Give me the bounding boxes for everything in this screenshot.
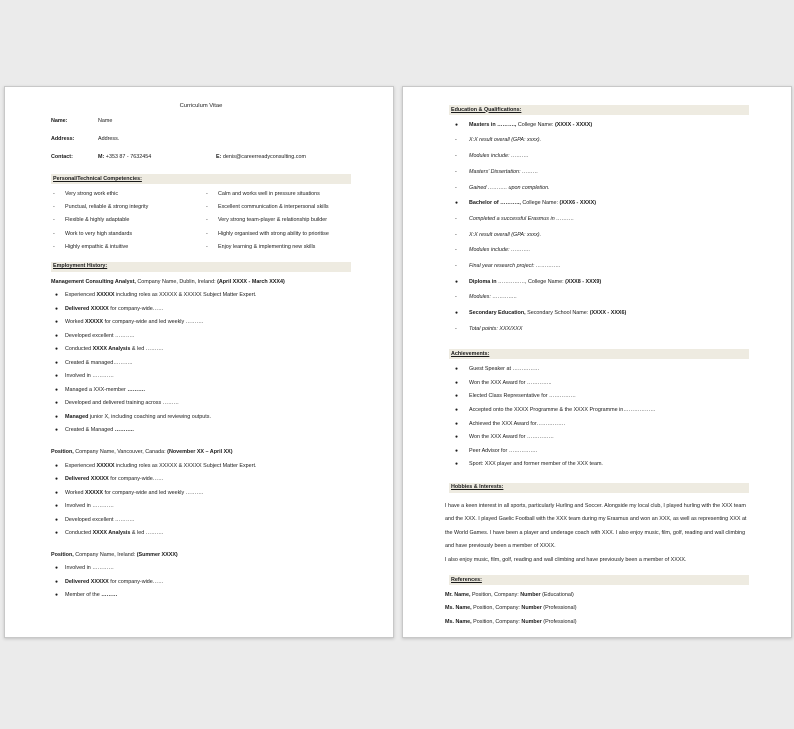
cv-page-2 [402, 86, 792, 638]
competency-text: Very strong team-player & relationship builder [218, 217, 328, 224]
bullet-icon: ● [455, 461, 459, 468]
text-run: Position, Company: [471, 618, 522, 625]
job1-role: Management Consulting Analyst, [51, 278, 136, 285]
achievement-item [449, 461, 749, 475]
text-run: Number [520, 591, 541, 598]
list-item [51, 530, 351, 544]
competency-item [51, 217, 198, 230]
education-entry [449, 279, 749, 295]
education-entry [449, 200, 749, 216]
list-item [51, 387, 351, 401]
education-detail-text: Gained ……….. upon completion. [469, 184, 550, 191]
bullet-icon: ● [455, 447, 459, 454]
text-run: Position, Company: [470, 591, 521, 598]
cv-page-1 [4, 86, 394, 638]
text-run: Ms. Name, [445, 618, 472, 625]
list-item [51, 360, 351, 374]
list-item [51, 400, 351, 414]
bullet-icon: ● [55, 489, 59, 496]
text-run: ……… [101, 592, 118, 599]
reference-row [445, 605, 749, 619]
phone [98, 154, 216, 161]
job2-company: Company Name, Vancouver, Canada: [73, 448, 168, 455]
list-item [51, 427, 351, 441]
achievement-text: Guest Speaker at …………… [469, 366, 540, 373]
education-detail-text: X:X result overall (GPA: xxxx). [469, 231, 542, 238]
text-run: for company-wide and led weekly ………. [102, 489, 204, 496]
text-run: (Professional) [541, 605, 577, 612]
list-item [51, 517, 351, 531]
competency-text: Flexible & highly adaptable [65, 217, 130, 224]
text-run: including roles as XXXXX & XXXXX Subject Matter Expert. [114, 462, 257, 469]
competency-text: Calm and works well in pressure situations [218, 190, 320, 197]
achievement-text: Accepted onto the XXXX Programme & the XXXX Programme in……………… [469, 406, 656, 413]
education-detail [449, 263, 749, 279]
dash-icon: - [455, 168, 457, 175]
list-item [51, 319, 351, 333]
bullet-icon: ● [55, 476, 59, 483]
education-detail-text: Completed a successful Erasmus in ………. [469, 215, 574, 222]
text-run: Ms. Name, [445, 605, 472, 612]
competency-item [51, 191, 198, 204]
hobbies-paragraph-2: I also enjoy music, film, golf, reading and wall climbing and have previously been a member of XXXX. [445, 556, 687, 563]
email-value: denis@careerreadyconsulting.com [222, 154, 306, 161]
employment-heading: Employment History: [51, 262, 351, 272]
bullet-icon: ● [455, 393, 459, 400]
list-item [51, 333, 351, 347]
text-run: Number [521, 605, 542, 612]
list-item [51, 292, 351, 306]
education-detail-text: X:X result overall (GPA: xxxx). [469, 137, 542, 144]
bullet-icon: ● [55, 359, 59, 366]
address-row [51, 136, 351, 154]
phone-value: +353 87 - 7632454 [105, 154, 152, 161]
achievement-item [449, 421, 749, 435]
dash-icon: - [53, 243, 55, 250]
cv-title: Curriculum Vitae [179, 103, 223, 109]
bullet-icon: ● [55, 292, 59, 299]
education-detail [449, 153, 749, 169]
text-run: ………. [127, 386, 145, 393]
competency-text: Highly organised with strong ability to prioritise [218, 230, 329, 237]
reference-row [445, 619, 749, 633]
bullet-icon: ● [455, 420, 459, 427]
achievement-item [449, 393, 749, 407]
job2-dates: (November XX – April XX) [167, 448, 233, 455]
hobbies-paragraph-1: I have a keen interest in all sports, particularly Hurling and Soccer. Alongside my local club, I played hurling with the XXX team and the XXX. I played Gaelic Football with the XXX team during my Erasmus and won an XXX, as well as representing XXX at the World Games. I have been a player and underage coach with XXX. I also enjoy music, film, golf, reading and wall climbing and have previously been a member of XXXX. [445, 502, 747, 550]
bullet-icon: ● [55, 400, 59, 407]
job3-role: Position, [51, 551, 74, 558]
text-run: & led ………. [130, 530, 164, 537]
education-detail [449, 247, 749, 263]
education-detail [449, 169, 749, 185]
job1-title [51, 279, 351, 286]
dash-icon: - [206, 190, 208, 197]
reference-row [445, 592, 749, 606]
name-label: Name: [51, 118, 68, 125]
competency-item [204, 231, 351, 244]
text-run: ……………, College Name: [496, 278, 566, 285]
text-run: (XXXX - XXXX) [555, 121, 593, 128]
education-detail [449, 216, 749, 232]
achievements-list [449, 366, 749, 475]
text-run: for company-wide…… [108, 578, 164, 585]
bullet-icon: ● [455, 121, 459, 128]
list-item [51, 373, 351, 387]
text-run: Mr. Name, [445, 591, 471, 598]
text-run: Created & Managed [65, 427, 115, 434]
text-run: for company-wide…… [108, 476, 164, 483]
bullet-icon: ● [455, 200, 459, 207]
bullet-icon: ● [55, 578, 59, 585]
text-run: Created & managed……….. [65, 359, 133, 366]
bullet-icon: ● [55, 386, 59, 393]
dash-icon: - [206, 230, 208, 237]
bullet-icon: ● [55, 427, 59, 434]
job3-dates: (Summer XXXX) [136, 551, 178, 558]
education-list [449, 122, 749, 342]
achievement-item [449, 380, 749, 394]
list-item [51, 592, 351, 606]
job3-company: Company Name, Ireland: [73, 551, 137, 558]
list-item [51, 490, 351, 504]
competency-text: Highly empathic & intuitive [65, 243, 129, 250]
name-row [51, 118, 351, 136]
bullet-icon: ● [55, 530, 59, 537]
list-item [51, 414, 351, 428]
dash-icon: - [455, 137, 457, 144]
text-run: Diploma in [469, 278, 497, 285]
competencies-grid [51, 191, 351, 257]
text-run: Worked [65, 489, 85, 496]
competency-text: Punctual, reliable & strong integrity [65, 204, 149, 211]
competency-item [51, 244, 198, 257]
dash-icon: - [53, 204, 55, 211]
education-detail [449, 326, 749, 342]
bullet-icon: ● [55, 462, 59, 469]
dash-icon: - [53, 190, 55, 197]
text-run: ……….. [114, 427, 134, 434]
text-run: for company-wide and led weekly ………. [102, 319, 204, 326]
text-run: Secondary School Name: [525, 310, 590, 316]
text-run: Involved in ………… [65, 503, 114, 510]
references-heading: References: [449, 575, 749, 585]
text-run: XXXXX [84, 319, 103, 326]
text-run: XXXXX [84, 489, 103, 496]
achievement-text: Won the XXX Award for ………….. [469, 379, 552, 386]
education-detail [449, 232, 749, 248]
competency-item [51, 231, 198, 244]
list-item [51, 565, 351, 579]
text-run: Experienced [65, 462, 97, 469]
bullet-icon: ● [55, 516, 59, 523]
bullet-icon: ● [455, 366, 459, 373]
bullet-icon: ● [455, 310, 459, 316]
achievement-text: Sport: XXX player and former member of the XXX team. [469, 461, 603, 468]
text-run: for company-wide…… [108, 305, 164, 312]
education-detail-text: Final year research project: ………….. [469, 262, 561, 269]
achievement-text: Peer Advisor for ……………. [469, 447, 538, 454]
list-item [51, 346, 351, 360]
education-detail [449, 294, 749, 310]
bullet-icon: ● [455, 379, 459, 386]
text-run: Developed and delivered training across ……… [65, 400, 179, 407]
text-run: College Name: [520, 200, 560, 207]
bullet-icon: ● [55, 373, 59, 380]
text-run: (Professional) [541, 618, 577, 625]
text-run: (Educational) [540, 591, 574, 598]
education-entry [449, 122, 749, 138]
bullet-icon: ● [455, 406, 459, 413]
text-run: junior X, including coaching and reviewing outputs. [88, 413, 211, 420]
dash-icon: - [53, 230, 55, 237]
bullet-icon: ● [455, 278, 459, 285]
text-run: Involved in ………… [65, 565, 114, 572]
dash-icon: - [206, 243, 208, 250]
list-item [51, 306, 351, 320]
hobbies-heading: Hobbies & Interests: [449, 483, 749, 493]
text-run: Member of the [65, 592, 102, 599]
achievement-item [449, 434, 749, 448]
job2-bullets [51, 463, 351, 544]
dash-icon: - [455, 262, 457, 269]
bullet-icon: ● [55, 413, 59, 420]
text-run: Developed excellent ……….. [65, 516, 135, 523]
email [216, 154, 306, 161]
address-value: Address. [98, 136, 120, 143]
text-run: XXXX Analysis [92, 346, 131, 353]
competency-text: Excellent communication & interpersonal skills [218, 204, 329, 211]
address-label: Address: [51, 136, 75, 143]
competency-text: Very strong work ethic [65, 190, 119, 197]
text-run: Involved in ………… [65, 373, 114, 380]
education-heading: Education & Qualifications: [449, 105, 749, 115]
dash-icon: - [206, 204, 208, 211]
job1-bullets [51, 292, 351, 441]
job1-company: Company Name, Dublin, Ireland: [135, 278, 218, 285]
job3-title [51, 552, 351, 559]
text-run: Managed a XXX-member [65, 386, 128, 393]
education-detail-text: Masters’ Dissertation: ……… [469, 168, 539, 175]
dash-icon: - [455, 215, 457, 222]
text-run: (XXX8 - XXX9) [565, 278, 602, 285]
dash-icon: - [455, 184, 457, 191]
competency-item [204, 217, 351, 230]
competency-text: Enjoy learning & implementing new skills [218, 243, 316, 250]
list-item [51, 579, 351, 593]
competencies-heading: Personal/Technical Competencies: [51, 174, 351, 184]
job3-bullets [51, 565, 351, 606]
competency-item [204, 244, 351, 257]
contact-label: Contact: [51, 154, 73, 161]
text-run: including roles as XXXXX & XXXXX Subject Matter Expert. [114, 292, 257, 299]
list-item [51, 463, 351, 477]
bullet-icon: ● [55, 346, 59, 353]
bullet-icon: ● [55, 592, 59, 599]
text-run: Experienced [65, 292, 97, 299]
competency-item [204, 191, 351, 204]
text-run: XXXXX [96, 292, 115, 299]
text-run: Delivered XXXXX [65, 305, 109, 312]
achievements-heading: Achievements: [449, 349, 749, 359]
competency-item [51, 204, 198, 217]
text-run: Conducted [65, 530, 93, 537]
achievement-text: Elected Class Representative for …………… [469, 393, 576, 400]
achievement-text: Achieved the XXX Award for……………. [469, 420, 566, 427]
achievement-item [449, 366, 749, 380]
text-run: & led ………. [130, 346, 164, 353]
education-detail-text: Total points: XXX/XXX [469, 325, 523, 332]
text-run: Managed [65, 413, 89, 420]
text-run: Secondary Education, [469, 310, 526, 316]
text-run: College Name: [516, 121, 555, 128]
dash-icon: - [206, 217, 208, 224]
text-run: Number [521, 618, 542, 625]
achievement-item [449, 407, 749, 421]
education-detail-text: Modules include: ……….. [469, 247, 531, 254]
bullet-icon: ● [55, 305, 59, 312]
list-item [51, 503, 351, 517]
education-detail [449, 137, 749, 153]
bullet-icon: ● [55, 332, 59, 339]
dash-icon: - [455, 325, 457, 332]
text-run: Position, Company: [471, 605, 522, 612]
text-run: Bachelor of ……….., [469, 200, 521, 207]
dash-icon: - [455, 247, 457, 254]
bullet-icon: ● [455, 434, 459, 441]
dash-icon: - [455, 153, 457, 160]
job2-role: Position, [51, 448, 74, 455]
text-run: (XXX6 - XXXX) [559, 200, 597, 207]
email-label: E: [216, 154, 222, 161]
education-detail [449, 185, 749, 201]
references-list [445, 591, 749, 633]
achievement-text: Won the XXX Award for …………… [469, 434, 554, 441]
text-run: XXXXX [96, 462, 115, 469]
competency-text: Work to very high standards [65, 230, 133, 237]
bullet-icon: ● [55, 319, 59, 326]
achievement-item [449, 448, 749, 462]
list-item [51, 476, 351, 490]
text-run: XXXX Analysis [92, 530, 131, 537]
text-run: Worked [65, 319, 85, 326]
phone-label: M: [98, 154, 105, 161]
text-run: Masters in ………., [469, 121, 517, 128]
text-run: Delivered XXXXX [65, 476, 109, 483]
education-detail-text: Modules include: ………. [469, 153, 529, 160]
education-entry [449, 310, 749, 326]
bullet-icon: ● [55, 565, 59, 572]
text-run: (XXXX - XXX6) [589, 310, 627, 316]
name-value: Name [98, 118, 113, 125]
dash-icon: - [53, 217, 55, 224]
text-run: Delivered XXXXX [65, 578, 109, 585]
competency-item [204, 204, 351, 217]
job2-title [51, 449, 351, 456]
dash-icon: - [455, 231, 457, 238]
job1-dates: (April XXXX - March XXX4) [217, 278, 285, 285]
contact-row [51, 154, 351, 172]
text-run: Developed excellent ……….. [65, 332, 135, 339]
bullet-icon: ● [55, 503, 59, 510]
dash-icon: - [455, 294, 457, 301]
text-run: Conducted [65, 346, 93, 353]
education-detail-text: Modules: ………….. [469, 294, 517, 301]
